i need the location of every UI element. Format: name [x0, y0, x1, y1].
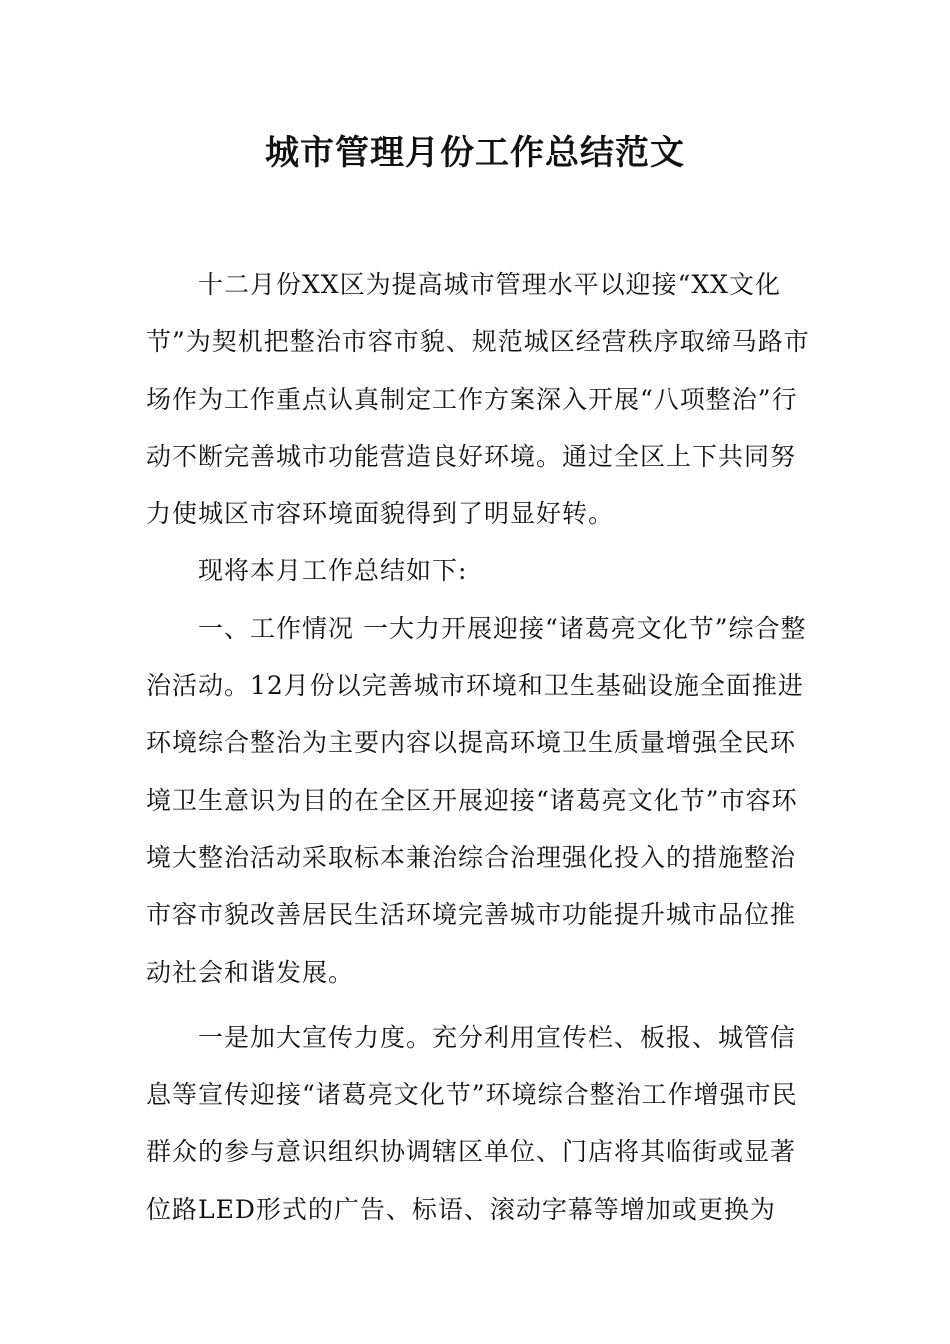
document-body — [146, 256, 814, 1238]
document-title: 城市管理月份工作总结范文 — [265, 133, 685, 173]
paragraph-summary-lead: 现将本月工作总结如下: — [198, 556, 468, 586]
paragraph-work-situation: 一、工作情况 一大力开展迎接“诸葛亮文化节”综合整治活动。12月份以完善城市环境和卫生基础设施全面推进环境综合整治为主要内容以提高环境卫生质量增强全民环境卫生意识为目的在全区开展迎接“诸葛亮文化节”市容环境大整治活动采取标本兼治综合治理强化投入的措施整治市容市貌改善居民生活环境完善城市功能提升城市品位推动社会和谐发展。 — [146, 613, 807, 987]
paragraph-publicity: 一是加大宣传力度。充分利用宣传栏、板报、城管信息等宣传迎接“诸葛亮文化节”环境综合整治工作增强市民群众的参与意识组织协调辖区单位、门店将其临街或显著位路LED形式的广告、标语、滚动字幕等增加或更换为 — [146, 1022, 798, 1224]
paragraph-intro: 十二月份XX区为提高城市管理水平以迎接“XX文化节”为契机把整治市容市貌、规范城区经营秩序取缔马路市场作为工作重点认真制定工作方案深入开展“八项整治”行动不断完善城市功能营造良好环境。通过全区上下共同努力使城区市容环境面貌得到了明显好转。 — [146, 270, 810, 529]
